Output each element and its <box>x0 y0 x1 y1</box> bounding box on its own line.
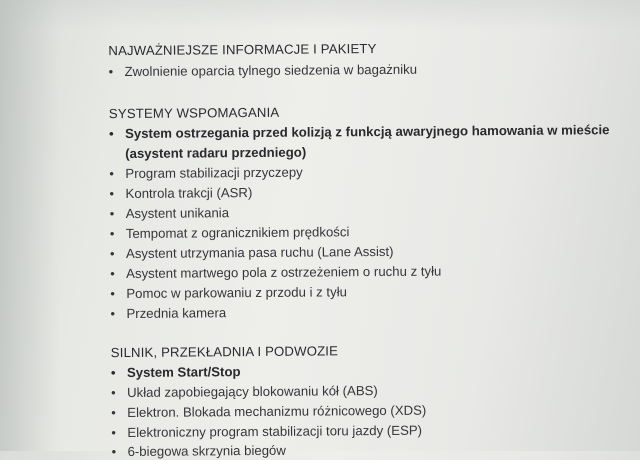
section-title-engine: SILNIK, PRZEKŁADNIA I PODWOZIE <box>110 343 339 361</box>
bullet-icon: • <box>108 126 114 142</box>
bullet-icon: • <box>109 166 114 182</box>
bullet-icon: • <box>109 186 115 202</box>
document-page: NAJWAŻNIEJSZE INFORMACJE I PAKIETY • Zwolnienie oparcia tylnego siedzenia w bagażniku SYSTEMY WSPOMAGANIA • System ostrzegania przed kolizją z funkcją awaryjnego hamowania w mieście (asystent radaru przedniego) • Program stabilizacji przyczepy • Kontrola trakcji (ASR) • Asystent unikania • Tempomat z ogranicznikiem prędkości • Asystent utrzymania pasa ruchu (Lane Assist) • Asystent martwego pola z ostrzeżeniem o ruchu z tyłu • Pomoc w parkowaniu z przodu i z tyłu • Przednia kamera SILNIK, PRZEKŁADNIA I PODWOZIE • System Start/Stop • Układ zapobiegający blokowaniu kół (ABS) • Elektron. Blokada mechanizmu różnicowego (XDS) • Elektroniczny program stabilizacji toru jazdy (ESP) • 6-biegowa skrzynia biegów <box>108 41 610 460</box>
bullet-icon: • <box>110 306 116 322</box>
bullet-icon: • <box>111 425 117 441</box>
section-title-assist-systems: SYSTEMY WSPOMAGANIA <box>108 104 280 122</box>
bullet-icon: • <box>109 206 115 222</box>
bullet-icon: • <box>110 266 115 282</box>
bullet-icon: • <box>111 444 117 460</box>
bullet-icon: • <box>108 64 114 80</box>
bullet-icon: • <box>109 246 115 262</box>
bullet-icon: • <box>109 226 115 242</box>
bullet-icon: • <box>111 385 116 401</box>
bullet-icon: • <box>110 286 115 302</box>
section-title-packages: NAJWAŻNIEJSZE INFORMACJE I PAKIETY <box>108 41 377 59</box>
list-item-continuation: (asystent radaru przedniego) <box>125 144 307 162</box>
bullet-icon: • <box>111 405 116 421</box>
bullet-icon: • <box>110 365 116 381</box>
